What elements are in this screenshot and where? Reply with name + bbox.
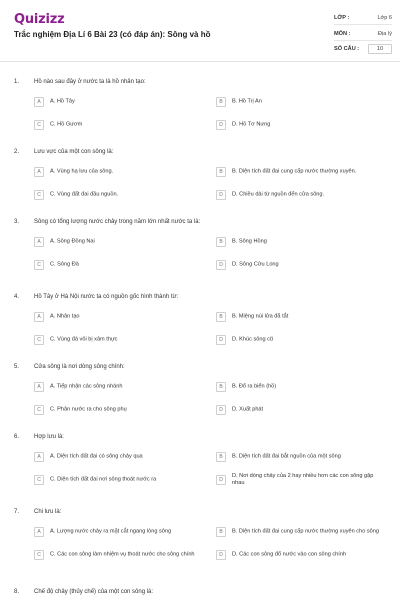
- question-text: Hồ nào sau đây ở nước ta là hồ nhân tạo:: [34, 79, 146, 85]
- option-text: A. Lượng nước chảy ra mặt cắt ngang lòng sông: [50, 528, 172, 535]
- question-number: 3.: [14, 219, 20, 225]
- question-number: 6.: [14, 434, 20, 440]
- option-letter-box: C: [34, 475, 44, 485]
- question-text: Hợp lưu là:: [34, 434, 64, 440]
- option-letter-box: B: [216, 382, 226, 392]
- option-letter-box: D: [216, 405, 226, 415]
- option-letter-box: B: [216, 312, 226, 322]
- answer-option-d[interactable]: [216, 184, 386, 206]
- option-letter-box: C: [34, 550, 44, 560]
- quizizz-logo: Quizizz: [14, 12, 65, 27]
- option-text: B. Sông Hồng: [232, 238, 267, 245]
- answer-option-d[interactable]: [216, 469, 386, 491]
- option-text: C. Phân nước ra cho sông phụ: [50, 406, 127, 413]
- question-number: 2.: [14, 149, 20, 155]
- option-text: D. Khúc sông cũ: [232, 336, 274, 343]
- answer-option-a[interactable]: [34, 376, 204, 398]
- answer-option-a[interactable]: [34, 91, 204, 113]
- option-letter-box: D: [216, 550, 226, 560]
- meta-divider: [334, 24, 392, 25]
- question-number: 5.: [14, 364, 20, 370]
- option-letter-box: A: [34, 97, 44, 107]
- answer-option-a[interactable]: [34, 521, 204, 543]
- answer-option-b[interactable]: [216, 91, 386, 113]
- answer-option-b[interactable]: [216, 446, 386, 468]
- option-text: A. Hồ Tây: [50, 98, 75, 105]
- option-letter-box: A: [34, 312, 44, 322]
- answer-option-c[interactable]: [34, 254, 204, 276]
- answer-option-c[interactable]: [34, 399, 204, 421]
- answer-option-d[interactable]: [216, 399, 386, 421]
- option-text: D. Hồ Tơ Nưng: [232, 121, 271, 128]
- question-text: Lưu vực của một con sông là:: [34, 149, 114, 155]
- answer-option-c[interactable]: [34, 469, 204, 491]
- option-text: C. Vùng đất đai đầu nguồn.: [50, 191, 119, 198]
- option-letter-box: D: [216, 260, 226, 270]
- option-letter-box: B: [216, 452, 226, 462]
- answer-option-c[interactable]: [34, 184, 204, 206]
- option-text: C. Diện tích đất đai nơi sông thoát nước ra: [50, 476, 157, 483]
- answer-option-b[interactable]: [216, 231, 386, 253]
- question-number: 8.: [14, 589, 20, 595]
- answer-option-b[interactable]: [216, 306, 386, 328]
- question-text: Chế độ chảy (thủy chế) của một con sông là:: [34, 589, 154, 595]
- answer-option-a[interactable]: [34, 231, 204, 253]
- question-text: Hồ Tây ở Hà Nội nước ta có nguồn gốc hình thành từ:: [34, 294, 179, 300]
- meta-count-label: SỐ CÂU :: [334, 46, 360, 52]
- option-letter-box: D: [216, 335, 226, 345]
- option-letter-box: A: [34, 527, 44, 537]
- answer-option-a[interactable]: [34, 161, 204, 183]
- answer-option-c[interactable]: [34, 329, 204, 351]
- option-letter-box: A: [34, 452, 44, 462]
- answer-option-a[interactable]: [34, 446, 204, 468]
- answer-option-b[interactable]: [216, 161, 386, 183]
- option-text: A. Tiếp nhận các sông nhánh: [50, 383, 123, 390]
- meta-grade-value: Lớp 6: [377, 15, 392, 21]
- answer-option-c[interactable]: [34, 114, 204, 136]
- option-letter-box: A: [34, 167, 44, 177]
- option-text: B. Hồ Trị An: [232, 98, 262, 105]
- option-letter-box: D: [216, 120, 226, 130]
- option-text: C. Vùng đá vôi bị xâm thực: [50, 336, 118, 343]
- question-text: Cửa sông là nơi dòng sông chính:: [34, 364, 125, 370]
- meta-question-count: [334, 44, 392, 56]
- option-text: D. Xuất phát: [232, 406, 264, 413]
- answer-option-d[interactable]: [216, 114, 386, 136]
- answer-option-b[interactable]: [216, 376, 386, 398]
- option-letter-box: D: [216, 190, 226, 200]
- question-text: Sông có tổng lượng nước chảy trong năm lớn nhất nước ta là:: [34, 219, 201, 225]
- worksheet-title: Trắc nghiệm Địa Lí 6 Bài 23 (có đáp án): Sông và hồ: [14, 30, 211, 39]
- option-text: A. Nhân tạo: [50, 313, 80, 320]
- option-letter-box: B: [216, 237, 226, 247]
- answer-option-d[interactable]: [216, 544, 386, 566]
- meta-grade: [334, 13, 392, 25]
- option-letter-box: B: [216, 97, 226, 107]
- option-text: D. Các con sông đổ nước vào con sông chính: [232, 551, 347, 558]
- answer-option-a[interactable]: [34, 306, 204, 328]
- meta-count-value: 10: [368, 44, 392, 54]
- worksheet-header: [0, 0, 400, 62]
- meta-subject-value: Địa lý: [378, 31, 392, 37]
- question-text: Chi lưu là:: [34, 509, 62, 515]
- option-text: A. Sông Đồng Nai: [50, 238, 95, 245]
- option-text: D. Sông Cửu Long: [232, 261, 279, 268]
- option-letter-box: D: [216, 475, 226, 485]
- answer-option-d[interactable]: [216, 254, 386, 276]
- answer-option-d[interactable]: [216, 329, 386, 351]
- option-text: B. Diện tích đất đai bắt nguồn của một sông: [232, 453, 341, 460]
- option-text: A. Diện tích đất đai có sông chảy qua: [50, 453, 143, 460]
- option-text: B. Diện tích đất đai cung cấp nước thường xuyên cho sông: [232, 528, 379, 535]
- option-letter-box: C: [34, 190, 44, 200]
- answer-option-c[interactable]: [34, 544, 204, 566]
- option-text: A. Vùng hạ lưu của sông.: [50, 168, 114, 175]
- option-letter-box: A: [34, 237, 44, 247]
- question-number: 4.: [14, 294, 20, 300]
- option-letter-box: C: [34, 335, 44, 345]
- option-letter-box: C: [34, 120, 44, 130]
- answer-option-b[interactable]: [216, 521, 386, 543]
- option-text: B. Miệng núi lửa đã tắt: [232, 313, 289, 320]
- option-text: D. Chiều dài từ nguồn đến cửa sông.: [232, 191, 325, 198]
- meta-divider: [334, 40, 392, 41]
- option-text: C. Sông Đà: [50, 261, 79, 268]
- meta-subject-label: MÔN :: [334, 31, 351, 37]
- question-number: 1.: [14, 79, 20, 85]
- option-letter-box: B: [216, 527, 226, 537]
- option-letter-box: C: [34, 260, 44, 270]
- meta-subject: [334, 29, 392, 41]
- option-text: D. Nơi dòng chảy của 2 hay nhiều hơn các con sông gặp nhau: [232, 473, 374, 486]
- option-letter-box: A: [34, 382, 44, 392]
- question-number: 7.: [14, 509, 20, 515]
- option-letter-box: C: [34, 405, 44, 415]
- option-letter-box: B: [216, 167, 226, 177]
- option-text: B. Diện tích đất đai cung cấp nước thường xuyên.: [232, 168, 357, 175]
- option-text: C. Các con sông làm nhiệm vụ thoát nước cho sông chính: [50, 551, 195, 558]
- option-text: C. Hồ Gươm: [50, 121, 83, 128]
- option-text: B. Đổ ra biển (hồ): [232, 383, 277, 390]
- meta-grade-label: LỚP :: [334, 15, 350, 21]
